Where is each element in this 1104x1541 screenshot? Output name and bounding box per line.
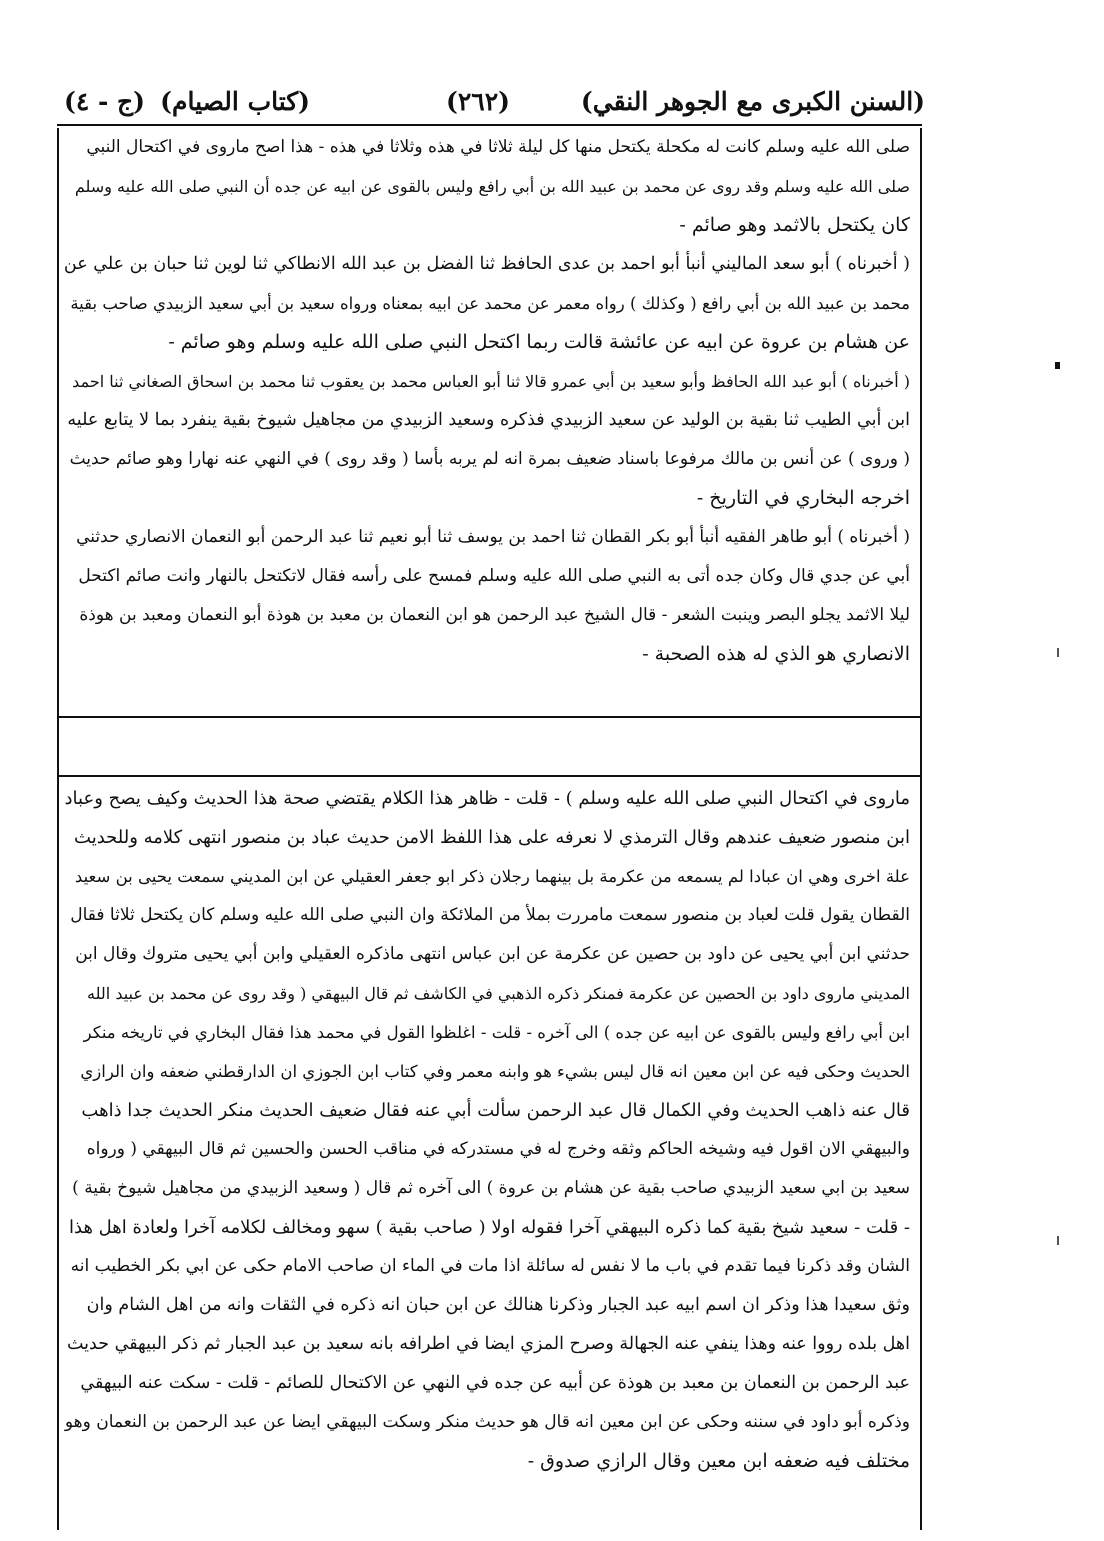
text-line: وذكره أبو داود في سننه وحكى عن ابن معين انه قال هو حديث منكر وسكت البيهقي ايضا عن عبد الرحمن بن النعمان وهو	[64, 1412, 910, 1432]
text-line: سعيد بن ابي سعيد الزبيدي صاحب بقية عن هشام بن عروة ) الى آخره ثم قال ( وسعيد الزبيدي من مجاهيل شيوخ بقية )	[72, 1178, 910, 1198]
page-number: (٢٦٢)	[446, 87, 510, 116]
text-line: عبد الرحمن بن النعمان بن معبد بن هوذة عن أبيه عن جده في النهي عن الاكتحال للصائم - قلت - سكت عنه البيهقي	[80, 1373, 910, 1393]
text-line: عن هشام بن عروة عن ابيه عن عائشة قالت ربما اكتحل النبي صلى الله عليه وسلم وهو صائم -	[168, 331, 910, 353]
lower-section-rule	[57, 775, 922, 777]
margin-ink-mark	[1057, 648, 1059, 657]
text-line: أبي عن جدي قال وكان جده أتى به النبي صلى الله عليه وسلم فمسح على رأسه فقال لاتكتحل بالنهار وانت صائم اكتحل	[78, 566, 910, 586]
margin-ink-mark	[1057, 1236, 1059, 1245]
text-line: كان يكتحل بالاثمد وهو صائم -	[679, 214, 910, 236]
text-line: ( أخبرناه ) أبو سعد الماليني أنبأ أبو احمد بن عدى الحافظ ثنا الفضل بن عبد الله الانطاكي ثنا لوين ثنا حبان بن علي عن	[64, 254, 910, 274]
text-line: والبيهقي الان اقول فيه وشيخه الحاكم وثقه وخرج له في مستدركه في مناقب الحسن والحسين ثم قال البيهقي ( ورواه	[86, 1139, 910, 1159]
text-line: حدثني ابن أبي يحيى عن داود بن حصين عن عكرمة عن ابن عباس انتهى ماذكره العقيلي وابن أبي يحيى متروك وقال ابن	[75, 944, 910, 964]
text-line: اهل بلده رووا عنه وهذا ينفي عنه الجهالة وصرح المزي ايضا في اطرافه بانه سعيد بن عبد الجبار ثم ذكر البيهقي حديث	[67, 1334, 910, 1354]
text-line: مختلف فيه ضعفه ابن معين وقال الرازي صدوق -	[527, 1450, 910, 1472]
text-line: وثق سعيدا هذا وذكر ان اسم ابيه عبد الجبار وذكرنا هنالك عن ابن حبان انه ذكره في الثقات وانه من اهل الشام وان	[86, 1295, 910, 1315]
text-line: المديني ماروى داود بن الحصين عن عكرمة فمنكر ذكره الذهبي في الكاشف ثم قال البيهقي ( وقد روى عن محمد بن عبيد الله	[87, 984, 910, 1003]
text-line: صلى الله عليه وسلم وقد روى عن محمد بن عبيد الله بن أبي رافع وليس بالقوى عن ابيه عن جده أن النبي صلى الله عليه وسلم	[74, 177, 910, 196]
text-line: القطان يقول قلت لعباد بن منصور سمعت مامررت بملأ من الملائكة وان النبي صلى الله عليه وسلم كان يكتحل ثلاثا فقال	[70, 905, 910, 925]
running-header	[55, 84, 935, 120]
text-line: صلى الله عليه وسلم كانت له مكحلة يكتحل منها كل ليلة ثلاثا في هذه وثلاثا في هذه - هذا اصح ماروى في اكتحال النبي	[86, 137, 910, 157]
text-line: ( وروى ) عن أنس بن مالك مرفوعا باسناد ضعيف بمرة انه لم يربه بأسا ( وقد روى ) في النهي عنه نهارا وهو صائم حديث	[69, 449, 910, 469]
text-line: - قلت - سعيد شيخ بقية كما ذكره البيهقي آخرا فقوله اولا ( صاحب بقية ) سهو ومخالف لكلامه آخرا ولعادة اهل هذا	[69, 1217, 910, 1238]
volume-number: (ج - ٤)	[63, 87, 145, 116]
text-line: اخرجه البخاري في التاريخ -	[696, 487, 910, 509]
text-line: الانصاري هو الذي له هذه الصحبة -	[642, 643, 910, 665]
commentary-text-block	[64, 779, 910, 1481]
text-line: محمد بن عبيد الله بن أبي رافع ( وكذلك ) رواه معمر عن محمد عن ابيه بمعناه ورواه سعيد بن أبي سعيد الزبيدي صاحب بقية	[70, 294, 910, 313]
text-line: ابن أبي الطيب ثنا بقية بن الوليد عن سعيد الزبيدي فذكره وسعيد الزبيدي من مجاهيل شيوخ بقية ينفرد بما لا يتابع عليه	[67, 410, 910, 430]
margin-ink-spot	[1055, 362, 1060, 369]
left-border-rule	[57, 128, 59, 1530]
text-line: الشان وقد ذكرنا فيما تقدم في باب ما لا نفس له سائلة اذا مات في الماء ان صاحب الامام حكى عن ابي بكر الخطيب انه	[70, 1256, 910, 1276]
upper-section-rule	[57, 716, 922, 718]
header-title: (السنن الكبرى مع الجوهر النقي)	[580, 87, 925, 116]
right-border-rule	[920, 128, 922, 1530]
text-line: ابن منصور ضعيف عندهم وقال الترمذي لا نعرفه على هذا اللفظ الامن حديث عباد بن منصور انتهى كلامه وللحديث	[74, 827, 910, 848]
text-line: ماروى في اكتحال النبي صلى الله عليه وسلم ) - قلت - ظاهر هذا الكلام يقتضي صحة هذا الحديث وكيف يصح وعباد	[64, 788, 910, 809]
text-line: الحديث وحكى فيه عن ابن معين انه قال ليس بشيء هو وابنه معمر وفي كتاب ابن الجوزي ان الدارقطني ضعفه وان الرازي	[80, 1062, 910, 1081]
book-title: (كتاب الصيام)	[160, 87, 310, 116]
text-line: ( أخبرناه ) أبو عبد الله الحافظ وأبو سعيد بن أبي عمرو قالا ثنا أبو العباس محمد بن يعقوب ثنا محمد بن اسحاق الصغاني ثنا احمد	[72, 372, 910, 391]
text-line: قال عنه ذاهب الحديث وفي الكمال قال عبد الرحمن سألت أبي عنه فقال ضعيف الحديث منكر الحديث جدا ذاهب	[81, 1100, 910, 1121]
text-line: ليلا الاثمد يجلو البصر وينبت الشعر - قال الشيخ عبد الرحمن هو ابن النعمان بن معبد بن هوذة أبو النعمان ومعبد بن هوذة	[79, 605, 910, 625]
main-text-block	[64, 128, 910, 674]
text-line: ابن أبي رافع وليس بالقوى عن ابيه عن جده ) الى آخره - قلت - اغلظوا القول في محمد هذا فقال البخاري في تاريخه منكر	[83, 1023, 910, 1042]
header-rule	[57, 124, 922, 126]
text-line: علة اخرى وهي ان عبادا لم يسمعه من عكرمة بل بينهما رجلان ذكر ابو جعفر العقيلي عن ابن المديني سمعت يحيى بن سعيد	[74, 867, 910, 886]
text-line: ( أخبرناه ) أبو طاهر الفقيه أنبأ أبو بكر القطان ثنا احمد بن يوسف ثنا أبو نعيم ثنا عبد الرحمن أبو النعمان الانصاري حدثني	[76, 527, 910, 547]
